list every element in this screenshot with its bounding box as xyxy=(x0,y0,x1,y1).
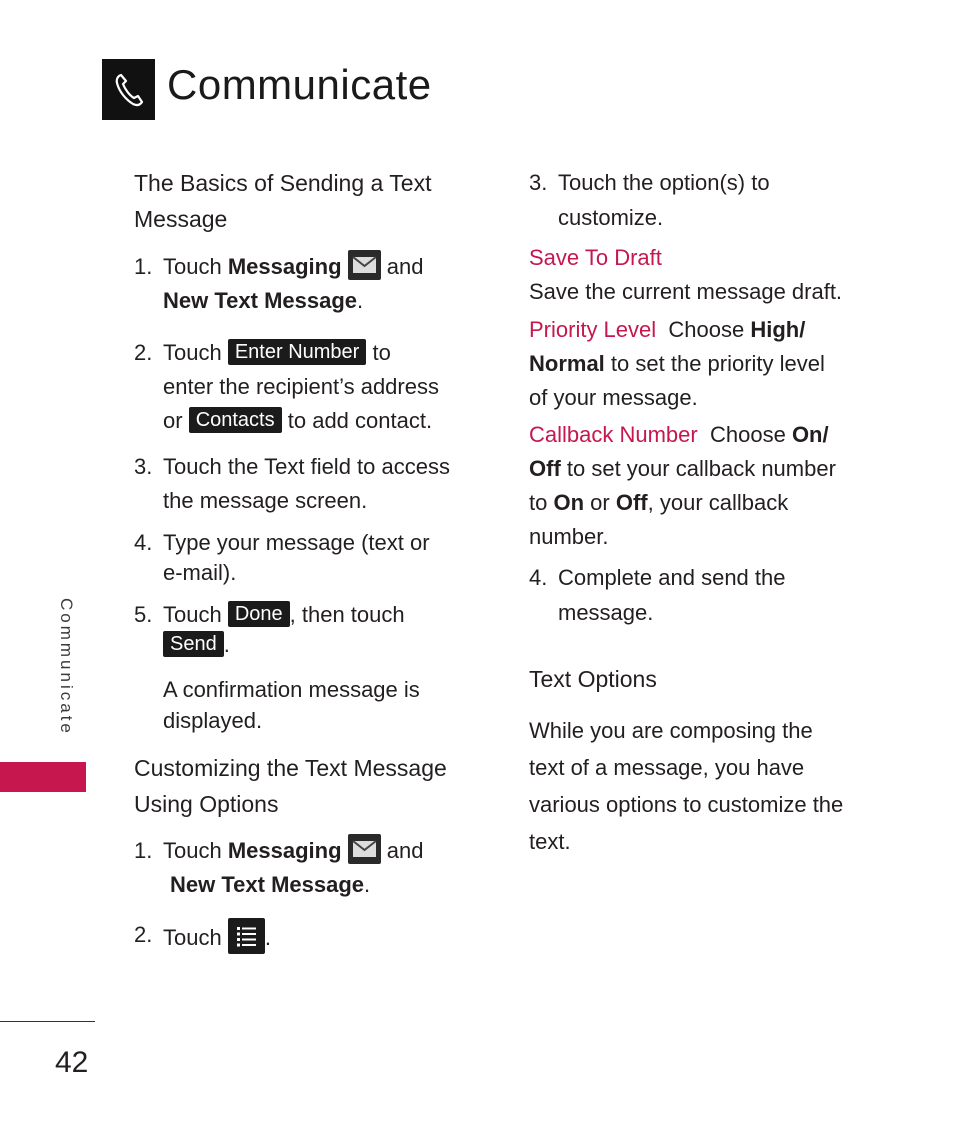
send-button[interactable]: Send xyxy=(163,631,224,657)
envelope-icon xyxy=(348,250,381,280)
confirmation-note: A confirmation message is displayed. xyxy=(163,677,420,733)
right-column xyxy=(529,165,874,860)
side-accent-bar xyxy=(0,762,86,792)
option-save-to-draft: Save To Draft Save the current message draft. xyxy=(529,245,843,304)
basics-step-1: 1. Touch Messaging and New Text Message. xyxy=(134,250,484,318)
page-number: 42 xyxy=(55,1046,89,1079)
phone-icon xyxy=(102,59,155,120)
customizing-step-1: 1. Touch Messaging and New Text Message. xyxy=(134,834,484,902)
basics-step-4: 4. Type your message (text or e-mail). xyxy=(134,530,430,585)
option-priority-level: Priority Level Choose High/ Normal to set the priority level of your message. xyxy=(529,317,825,410)
footer-divider xyxy=(0,1021,95,1022)
section-heading-text-options: Text Options xyxy=(529,666,657,692)
section-heading-customizing: Customizing the Text Message Using Options xyxy=(134,755,447,817)
option-callback-number: Callback Number Choose On/ Off to set your callback number to On or Off, your callback number. xyxy=(529,422,836,549)
done-button[interactable]: Done xyxy=(228,601,290,627)
enter-number-button[interactable]: Enter Number xyxy=(228,339,367,365)
basics-step-2: 2. Touch Enter Number to enter the recipient’s address or Contacts to add contact. xyxy=(134,340,439,433)
section-heading-basics: The Basics of Sending a Text Message xyxy=(134,170,432,232)
contacts-button[interactable]: Contacts xyxy=(189,407,282,433)
envelope-icon xyxy=(348,834,381,864)
basics-step-5: 5. Touch Done , then touch Send . xyxy=(134,602,405,657)
text-options-description: While you are composing the text of a message, you have various options to customize the text. xyxy=(529,718,844,854)
side-section-label: Communicate xyxy=(57,598,76,736)
options-step-4: 4. Complete and send the message. xyxy=(529,565,786,625)
menu-list-icon[interactable] xyxy=(228,918,265,954)
customizing-step-2: 2. Touch . xyxy=(134,918,484,955)
options-step-3: 3. Touch the option(s) to customize. xyxy=(529,170,770,230)
left-column xyxy=(134,165,484,955)
page-title: Communicate xyxy=(167,61,432,108)
basics-step-3: 3. Touch the Text field to access the message screen. xyxy=(134,454,450,513)
